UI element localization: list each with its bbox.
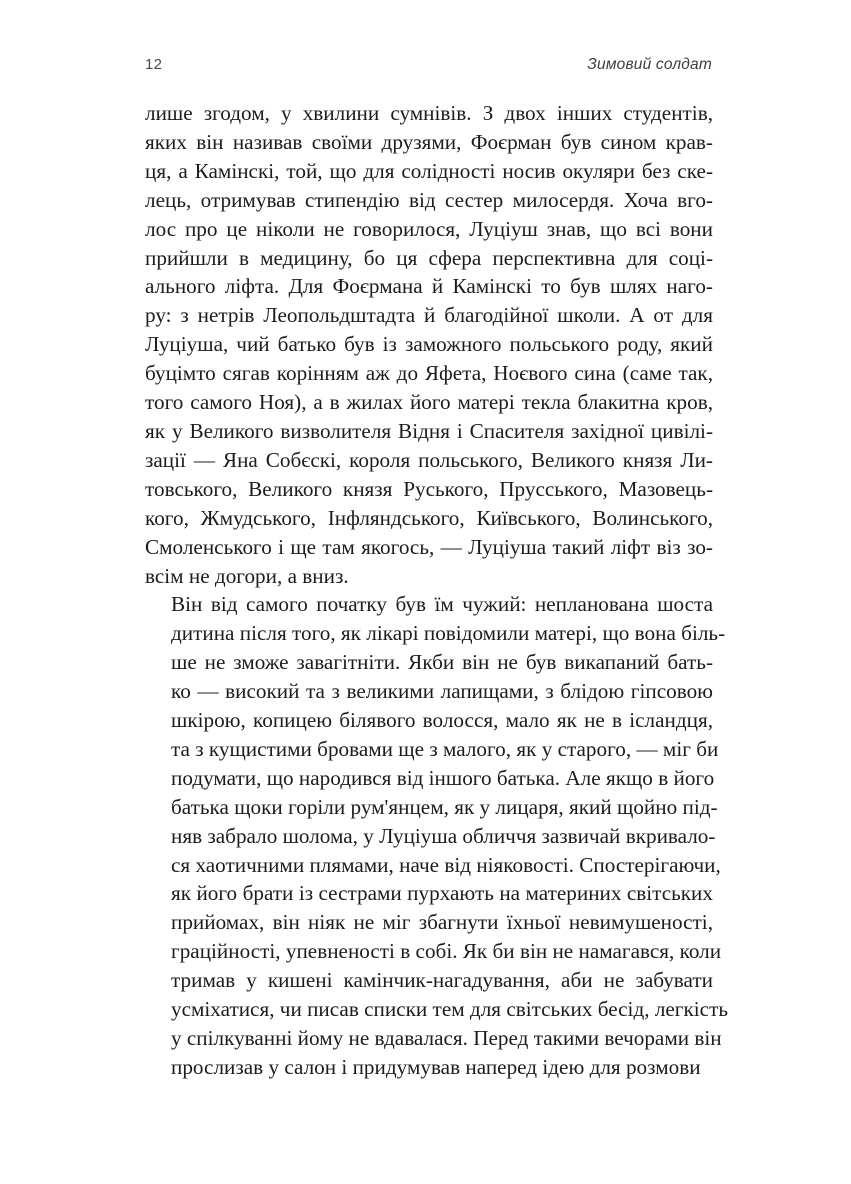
text-line: няв забрало шолома, у Луціуша обличчя зазвичай вкривало- xyxy=(171,823,716,848)
text-line: Луціуша, чий батько був із заможного польського роду, який xyxy=(145,332,713,357)
text-line: прийомах, він ніяк не міг збагнути їхньої невимушеності, xyxy=(171,910,713,935)
text-line: Смоленського і ще там якогось, — Луціуша такий ліфт віз зо- xyxy=(145,534,713,559)
text-line: ця, а Камінскі, той, що для солідності носив окуляри без ске- xyxy=(145,158,713,183)
text-line: тримав у кишені камінчик-нагадування, аби не забувати xyxy=(171,968,713,993)
text-line: товського, Великого князя Руського, Прусського, Мазовець- xyxy=(145,476,713,501)
text-line: граційності, упевненості в собі. Як би він не намагався, коли xyxy=(171,939,722,964)
text-line: у спілкуванні йому не вдавалася. Перед такими вечорами він xyxy=(171,1026,722,1050)
text-line: ко — високий та з великими лапищами, з блідою гіпсовою xyxy=(171,679,713,704)
text-line: шкірою, копицею білявого волосся, мало як не в ісландця, xyxy=(171,708,713,733)
text-line: подумати, що народився від іншого батька. Але якщо в його xyxy=(171,765,715,790)
paragraph xyxy=(145,99,713,590)
text-line: як його брати із сестрами пурхають на материних світських xyxy=(171,881,713,906)
text-line: Він від самого початку був їм чужий: непланована шоста xyxy=(171,592,713,617)
text-line: всім не догори, а вниз. xyxy=(145,563,349,588)
text-line: яких він називав своїми друзями, Фоєрман був сином крав- xyxy=(145,129,713,154)
text-line: лос про це ніколи не говорилося, Луціуш знав, що всі вони xyxy=(145,216,713,241)
text-line: як у Великого визволителя Відня і Спасителя західної цивілі- xyxy=(145,418,713,443)
page-number: 12 xyxy=(145,56,163,73)
text-line: зації — Яна Собєскі, короля польського, Великого князя Ли- xyxy=(145,447,713,472)
text-line: лише згодом, у хвилини сумнівів. З двох інших студентів, xyxy=(145,101,713,125)
text-line: ального ліфта. Для Фоєрмана й Камінскі то був шлях наго- xyxy=(145,274,713,299)
paragraph xyxy=(145,590,728,1081)
text-line: кого, Жмудського, Інфляндського, Київського, Волинського, xyxy=(145,505,713,530)
text-line: того самого Ноя), а в жилах його матері текла блакитна кров, xyxy=(145,390,713,415)
text-line: ше не зможе завагітніти. Якби він не був викапаний бать- xyxy=(171,650,713,675)
text-line: прийшли в медицину, бо ця сфера перспективна для соці- xyxy=(145,245,713,270)
body-text xyxy=(145,99,728,1082)
text-line: лець, отримував стипендію від сестер милосердя. Хоча вго- xyxy=(145,187,713,212)
text-line: буцімто сягав корінням аж до Яфета, Ноєвого сина (саме так, xyxy=(145,361,713,386)
running-head xyxy=(145,56,712,80)
text-line: дитина після того, як лікарі повідомили матері, що вона біль- xyxy=(171,621,726,646)
book-title: Зимовий солдат xyxy=(587,56,712,73)
text-line: батька щоки горіли рум'янцем, як у лицаря, який щойно під- xyxy=(171,794,718,819)
text-line: ру: з нетрів Леопольдштадта й благодійної школи. А от для xyxy=(145,303,713,328)
text-line: ся хаотичними плямами, наче від ніяковості. Спостерігаючи, xyxy=(171,852,721,877)
text-line: та з кущистими бровами ще з малого, як у старого, — міг би xyxy=(171,736,719,761)
text-line: усміхатися, чи писав списки тем для світських бесід, легкість xyxy=(171,997,728,1022)
text-line: прослизав у салон і придумував наперед ідею для розмови xyxy=(171,1054,701,1079)
